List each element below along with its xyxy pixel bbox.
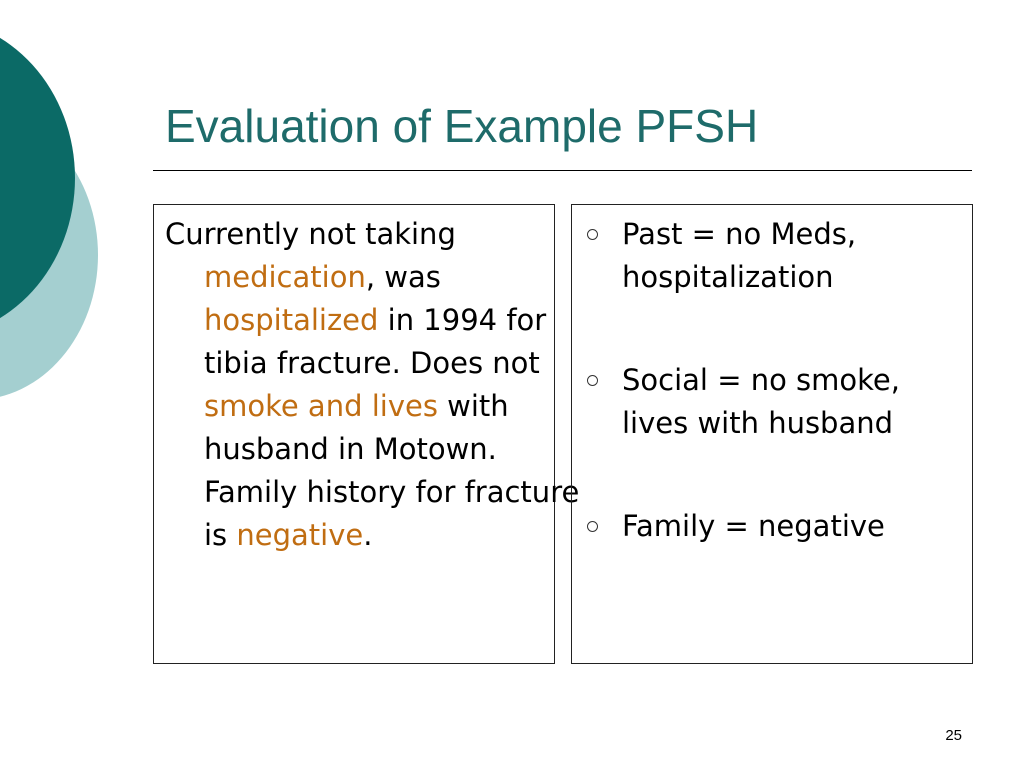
highlight-negative: negative [236, 518, 364, 552]
summary-item-social [584, 359, 969, 445]
title-divider [153, 170, 972, 171]
summary-item-text: Past = no Meds, hospitalization [622, 217, 857, 294]
narrative-text [165, 213, 582, 557]
page-number: 25 [945, 727, 962, 744]
summary-item-text: Family = negative [622, 509, 885, 543]
summary-item-text: Social = no smoke, lives with husband [622, 363, 900, 440]
narrative-segment: Currently not taking [165, 217, 456, 251]
narrative-box [153, 204, 580, 664]
bullet-circle-icon [587, 229, 598, 240]
narrative-segment: , was [365, 260, 441, 294]
highlight-hospitalized: hospitalized [204, 303, 379, 337]
summary-item-past [584, 213, 969, 299]
slide-title: Evaluation of Example PFSH [165, 100, 759, 152]
highlight-smoke-and-lives: smoke and lives [204, 389, 438, 423]
narrative-segment: with husband in Motown. Family history for fracture is [204, 389, 580, 552]
bullet-circle-icon [587, 375, 598, 386]
narrative-segment: in 1994 for tibia fracture. Does not [204, 303, 547, 380]
bullet-circle-icon [587, 521, 598, 532]
summary-box [571, 204, 973, 664]
summary-item-family [584, 505, 969, 548]
narrative-segment: . [363, 518, 373, 552]
highlight-medication: medication [204, 260, 366, 294]
summary-list [584, 213, 969, 548]
